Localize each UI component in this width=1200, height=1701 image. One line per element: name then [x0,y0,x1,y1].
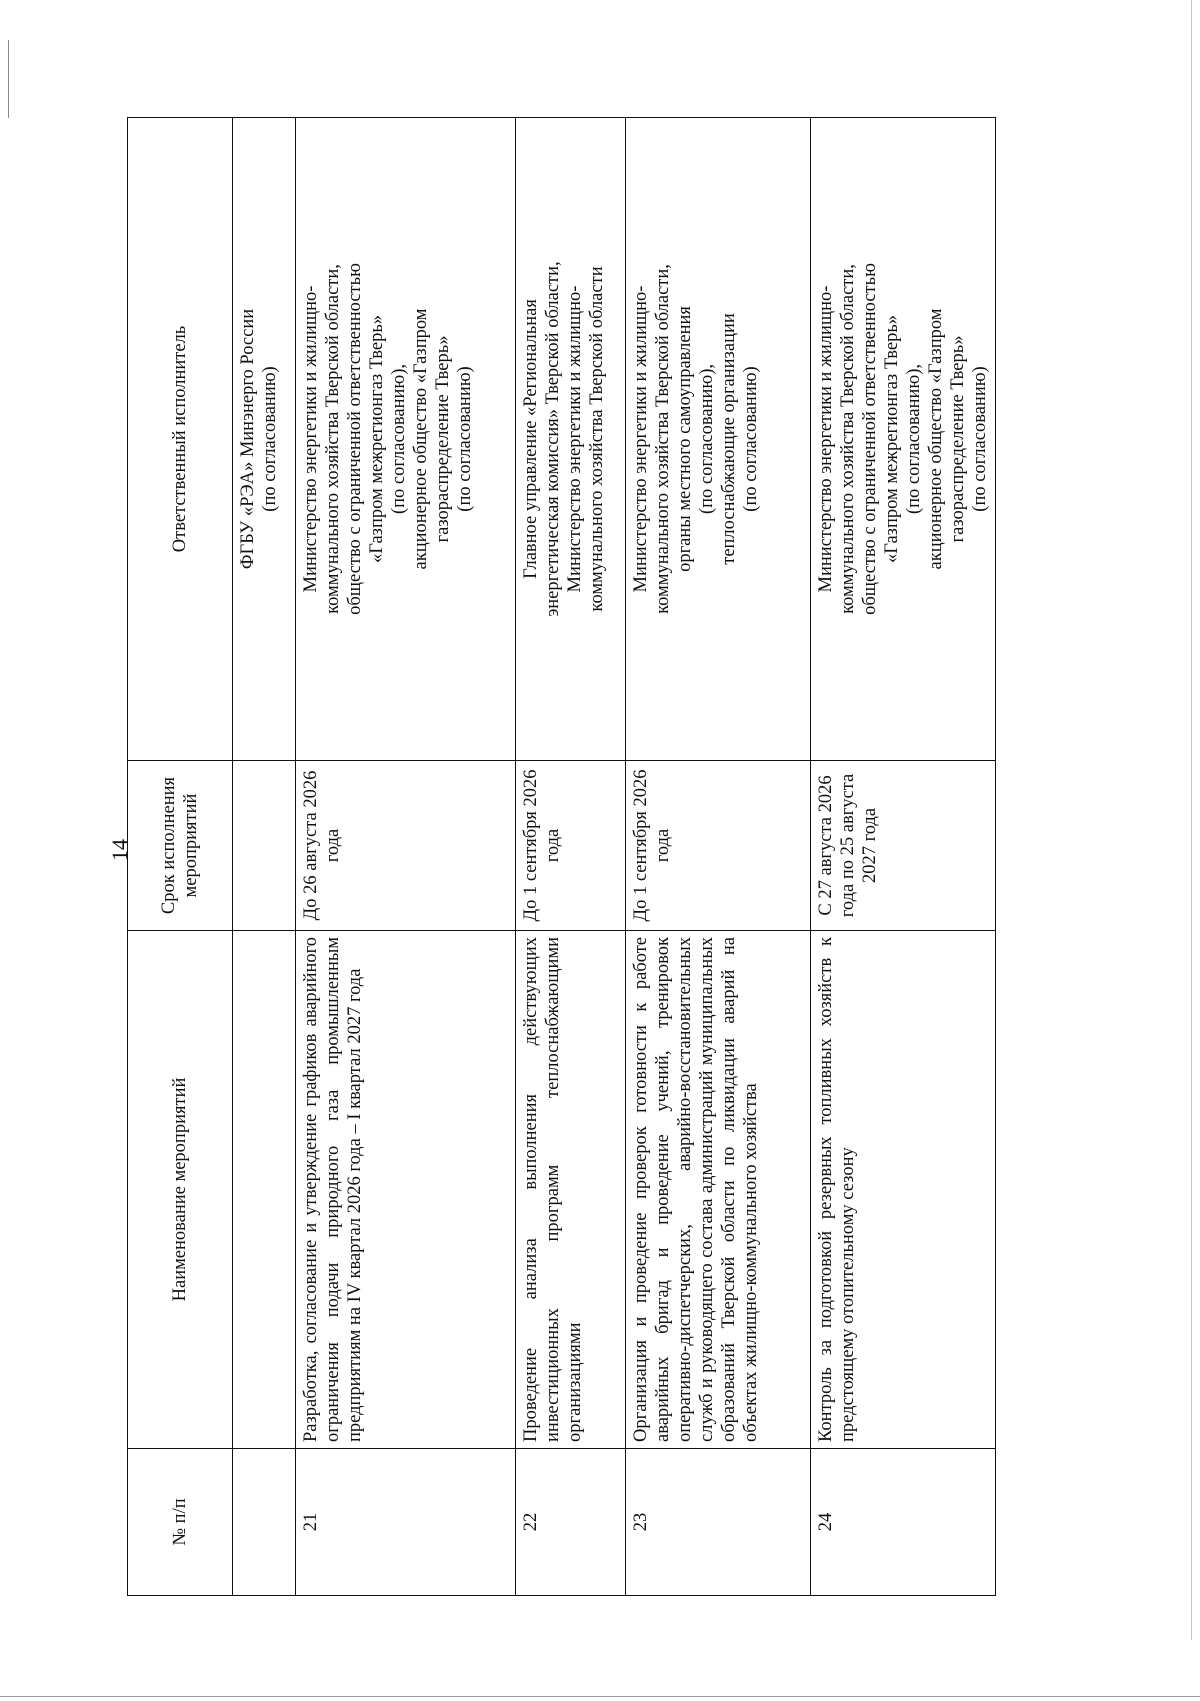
row-responsible [626,118,811,761]
row-number: 23 [626,1449,811,1596]
responsible-line: акционерное общество «Газпром [411,308,431,570]
responsible-line: коммунального хозяйства Тверской области, [653,264,673,614]
responsible-line: общество с ограниченной ответственностью [345,263,365,615]
row-measure-name: Организация и проведение проверок готовности к работе аварийных бригад и проведение учений, тренировок оперативно-диспетчерских, аварийно-восстановительных служб и руководящего состава администраций муниципальных образований Тверской области по ликвидации аварий на объектах жилищно-коммунального хозяйства [626,931,811,1449]
responsible-line: коммунального хозяйства Тверской области, [323,264,343,614]
continued-deadline [233,761,296,931]
responsible-line: Министерство энергетики и жилищно- [565,285,585,593]
page-number: 14 [107,839,132,861]
table-row [811,118,996,1596]
row-number: 21 [296,1449,516,1596]
header-name: Наименование мероприятий [128,931,233,1449]
row-deadline: До 26 августа 2026 года [296,761,516,931]
scan-edge-mark [8,40,9,118]
row-responsible [516,118,626,761]
measures-table [127,117,996,1596]
responsible-line: «Газпром межрегионгаз Тверь» [367,314,387,564]
responsible-line: акционерное общество «Газпром [926,308,946,570]
responsible-line: коммунального хозяйства Тверской области, [838,264,858,614]
row-measure-name: Контроль за подготовкой резервных топливных хозяйств к предстоящему отопительному сезону [811,931,996,1449]
responsible-line: общество с ограниченной ответственностью [860,263,880,615]
continued-row [233,118,296,1596]
row-measure-name: Проведение анализа выполнения действующих инвестиционных программ теплоснабжающими организациями [516,931,626,1449]
scan-edge-mark [0,1696,1200,1697]
rotated-table-wrapper [127,118,1200,1596]
row-responsible [811,118,996,761]
row-measure-name: Разработка, согласование и утверждение графиков аварийного ограничения подачи природного газа промышленным предприятиям на IV квартал 2026 года – I квартал 2027 года [296,931,516,1449]
responsible-line: (по согласованию), [697,363,717,515]
header-num: № п/п [128,1449,233,1596]
responsible-line: (по согласованию), [389,363,409,515]
row-deadline: До 1 сентября 2026 года [626,761,811,931]
responsible-line: «Газпром межрегионгаз Тверь» [882,314,902,564]
responsible-line: (по согласованию) [970,366,990,512]
responsible-line: Министерство энергетики и жилищно- [816,285,836,593]
responsible-line: органы местного самоуправления [675,306,695,572]
row-number: 24 [811,1449,996,1596]
responsible-line: (по согласованию) [260,366,280,512]
responsible-line: ФГБУ «РЭА» Минэнерго России [238,308,258,570]
responsible-line: коммунального хозяйства Тверской области [587,266,607,612]
responsible-line: (по согласованию) [741,366,761,512]
responsible-line: газораспределение Тверь» [433,335,453,543]
responsible-line: Министерство энергетики и жилищно- [631,285,651,593]
header-responsible: Ответственный исполнитель [128,118,233,761]
table-header-row [128,118,233,1596]
responsible-line: Главное управление «Региональная [521,299,541,579]
responsible-line: энергетическая комиссия» Тверской области, [543,261,563,617]
header-deadline: Срок исполнения мероприятий [128,761,233,931]
responsible-line: (по согласованию), [904,363,924,515]
table-row [516,118,626,1596]
row-deadline: До 1 сентября 2026 года [516,761,626,931]
row-deadline: С 27 августа 2026 года по 25 августа 2027 года [811,761,996,931]
continued-num [233,1449,296,1596]
continued-responsible [233,118,296,761]
row-responsible [296,118,516,761]
responsible-line: (по согласованию) [455,366,475,512]
responsible-line: теплоснабжающие организации [719,313,739,565]
responsible-line: газораспределение Тверь» [948,335,968,543]
responsible-line: Министерство энергетики и жилищно- [301,285,321,593]
row-number: 22 [516,1449,626,1596]
table-row [296,118,516,1596]
table-row [626,118,811,1596]
continued-name [233,931,296,1449]
